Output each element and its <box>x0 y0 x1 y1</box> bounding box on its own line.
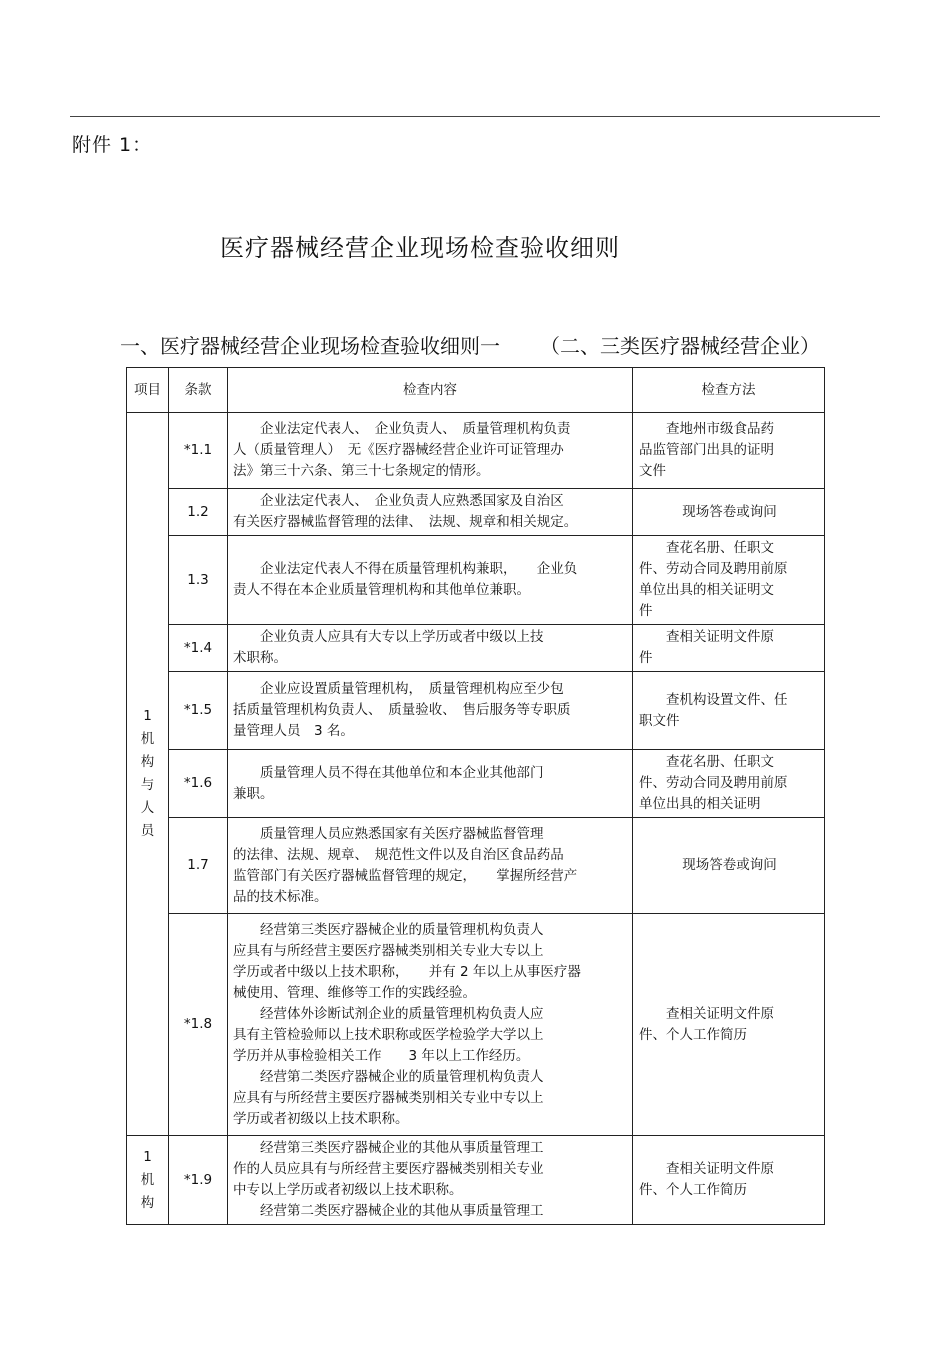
content-paragraph: 企业负责人应具有大专以上学历或者中级以上技 术职称。 <box>233 629 544 666</box>
method-text: 查机构设置文件、任 职文件 <box>639 691 788 729</box>
inspection-table <box>126 367 825 1225</box>
method-text: 现场答卷或询问 <box>682 857 777 873</box>
item-category-char: 机 <box>140 1171 155 1188</box>
inspection-method <box>633 536 825 625</box>
method-text: 查相关证明文件原 件、个人工作简历 <box>639 1005 774 1043</box>
content-paragraph: 质量管理人员应熟悉国家有关医疗器械监督管理 的法律、法规、规章、 规范性文件以及自治区食品药品 监管部门有关医疗器械监督管理的规定， 掌握所经营产 品的技术标准。 <box>233 825 578 905</box>
attachment-label: 附件 1： <box>72 134 153 156</box>
table-row <box>127 536 825 625</box>
table-body <box>127 413 825 1225</box>
inspection-content <box>228 672 633 750</box>
inspection-content <box>228 625 633 672</box>
item-category-char: 与 <box>140 777 155 793</box>
item-category-char: 构 <box>140 754 155 770</box>
content-paragraph: 企业应设置质量管理机构， 质量管理机构应至少包 括质量管理机构负责人、 质量验收、 售后服务等专职质 量管理人员 3 名。 <box>233 681 571 739</box>
inspection-method <box>633 750 825 818</box>
clause-number: *1.6 <box>169 750 228 818</box>
item-category-char: 构 <box>140 1194 155 1211</box>
clause-number: *1.5 <box>169 672 228 750</box>
content-paragraph: 企业法定代表人、 企业负责人应熟悉国家及自治区 有关医疗器械监督管理的法律、 法规、规章和相关规定。 <box>233 493 578 530</box>
content-paragraph: 经营第二类医疗器械企业的其他从事质量管理工 <box>260 1203 544 1219</box>
inspection-method <box>633 413 825 489</box>
clause-number: *1.1 <box>169 413 228 489</box>
method-text: 查相关证明文件原 件、个人工作简历 <box>639 1161 774 1198</box>
table-row <box>127 750 825 818</box>
inspection-method <box>633 818 825 914</box>
clause-number: *1.8 <box>169 914 228 1136</box>
section-heading <box>120 330 820 359</box>
table-row <box>127 818 825 914</box>
inspection-method <box>633 625 825 672</box>
inspection-method <box>633 672 825 750</box>
item-category-char: 员 <box>140 823 155 839</box>
method-text: 查花名册、任职文 件、劳动合同及聘用前原 单位出具的相关证明文 件 <box>639 540 788 619</box>
content-paragraph: 经营体外诊断试剂企业的质量管理机构负责人应 具有主管检验师以上技术职称或医学检验学大学以上 学历并从事检验相关工作 3 年以上工作经历。 <box>233 1005 544 1064</box>
content-paragraph: 企业法定代表人、 企业负责人、 质量管理机构负责 人（质量管理人） 无《医疗器械经营企业许可证管理办 法》第三十六条、第三十七条规定的情形。 <box>233 421 571 479</box>
table-row <box>127 413 825 489</box>
clause-number: 1.7 <box>169 818 228 914</box>
item-category-cell <box>127 1136 169 1225</box>
table-row <box>127 1136 825 1225</box>
item-category-char: 1 <box>143 708 152 724</box>
method-text: 查相关证明文件原 件 <box>639 629 774 666</box>
content-paragraph: 经营第二类医疗器械企业的质量管理机构负责人 应具有与所经营主要医疗器械类别相关专业中专以上 学历或者初级以上技术职称。 <box>233 1068 544 1127</box>
table-row <box>127 489 825 536</box>
header-rule <box>70 116 880 117</box>
inspection-content <box>228 536 633 625</box>
inspection-method <box>633 1136 825 1225</box>
clause-number: *1.9 <box>169 1136 228 1225</box>
inspection-method <box>633 489 825 536</box>
table-row <box>127 914 825 1136</box>
content-paragraph: 经营第三类医疗器械企业的质量管理机构负责人 应具有与所经营主要医疗器械类别相关专业大专以上 学历或者中级以上技术职称， 并有 2 年以上从事医疗器 械使用、管理、维修等工作的实践经验。 <box>233 921 581 1001</box>
document-title: 医疗器械经营企业现场检查验收细则 <box>220 234 620 262</box>
method-text: 查花名册、任职文 件、劳动合同及聘用前原 单位出具的相关证明 <box>639 754 788 812</box>
item-category-char: 1 <box>143 1148 152 1165</box>
item-category-char: 人 <box>140 800 155 816</box>
header-method: 检查方法 <box>633 368 825 413</box>
table-row <box>127 625 825 672</box>
clause-number: *1.4 <box>169 625 228 672</box>
header-item: 项目 <box>127 368 169 413</box>
inspection-method <box>633 914 825 1136</box>
item-category-cell <box>127 413 169 1136</box>
inspection-content <box>228 818 633 914</box>
header-content: 检查内容 <box>228 368 633 413</box>
section-heading-scope: （二、三类医疗器械经营企业） <box>540 334 820 358</box>
item-category-char: 机 <box>140 731 155 747</box>
inspection-content <box>228 1136 633 1225</box>
clause-number: 1.2 <box>169 489 228 536</box>
inspection-content <box>228 413 633 489</box>
inspection-content <box>228 914 633 1136</box>
content-paragraph: 经营第三类医疗器械企业的其他从事质量管理工 作的人员应具有与所经营主要医疗器械类别相关专业 中专以上学历或者初级以上技术职称。 <box>233 1140 544 1198</box>
header-clause: 条款 <box>169 368 228 413</box>
section-heading-main: 一、医疗器械经营企业现场检查验收细则一 <box>120 334 500 358</box>
inspection-content <box>228 750 633 818</box>
table-header-row <box>127 368 825 413</box>
inspection-content <box>228 489 633 536</box>
content-paragraph: 质量管理人员不得在其他单位和本企业其他部门 兼职。 <box>233 764 544 802</box>
method-text: 现场答卷或询问 <box>682 503 777 520</box>
table-row <box>127 672 825 750</box>
content-paragraph: 企业法定代表人不得在质量管理机构兼职， 企业负 责人不得在本企业质量管理机构和其他单位兼职。 <box>233 561 578 598</box>
method-text: 查地州市级食品药 品监管部门出具的证明 文件 <box>639 421 774 479</box>
clause-number: 1.3 <box>169 536 228 625</box>
